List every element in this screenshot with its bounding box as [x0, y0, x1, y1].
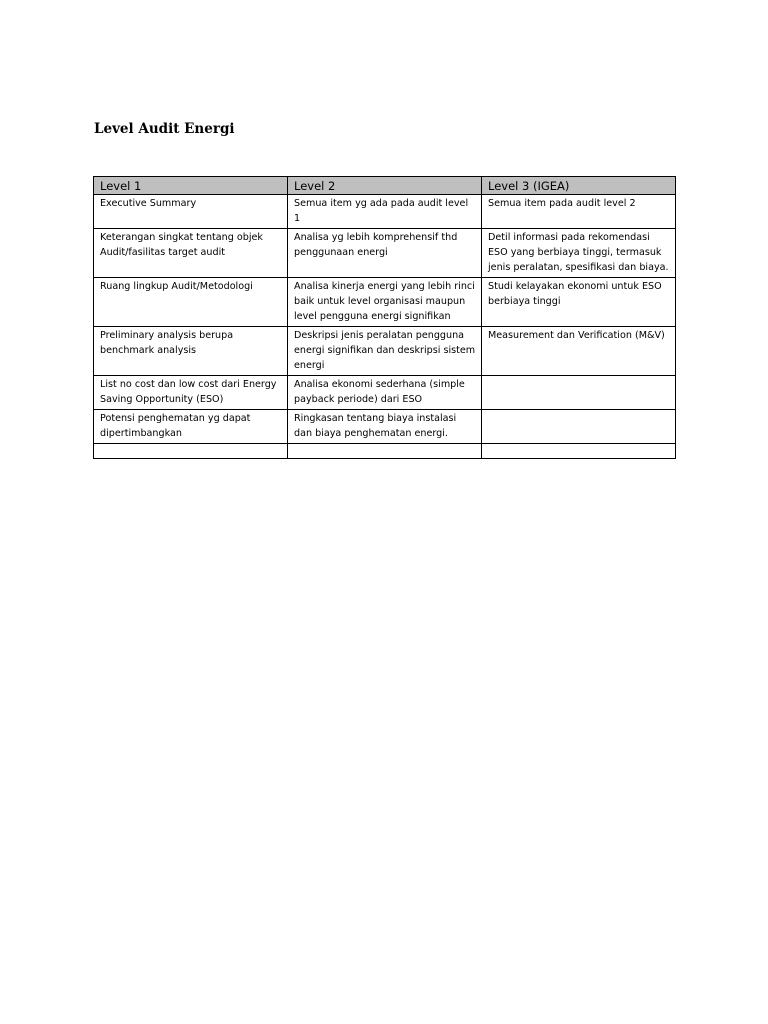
table-cell: Keterangan singkat tentang objek Audit/fasilitas target audit	[94, 229, 288, 278]
table-cell: Ruang lingkup Audit/Metodologi	[94, 278, 288, 327]
table-cell	[482, 376, 676, 410]
table-cell	[482, 444, 676, 459]
table-cell: List no cost dan low cost dari Energy Saving Opportunity (ESO)	[94, 376, 288, 410]
table-cell: Deskripsi jenis peralatan pengguna energi signifikan dan deskripsi sistem energi	[288, 327, 482, 376]
table-cell	[482, 410, 676, 444]
table-row	[94, 376, 676, 410]
table-cell: Analisa kinerja energi yang lebih rinci baik untuk level organisasi maupun level pengguna energi signifikan	[288, 278, 482, 327]
table-cell: Detil informasi pada rekomendasi ESO yang berbiaya tinggi, termasuk jenis peralatan, spesifikasi dan biaya.	[482, 229, 676, 278]
audit-level-table	[93, 176, 676, 459]
column-header-level-3: Level 3 (IGEA)	[482, 177, 676, 195]
table-cell: Semua item yg ada pada audit level 1	[288, 195, 482, 229]
table-header-row	[94, 177, 676, 195]
table-row	[94, 327, 676, 376]
column-header-level-1: Level 1	[94, 177, 288, 195]
table-row	[94, 229, 676, 278]
page-title: Level Audit Energi	[94, 121, 235, 137]
table-cell: Potensi penghematan yg dapat dipertimbangkan	[94, 410, 288, 444]
table-cell: Preliminary analysis berupa benchmark analysis	[94, 327, 288, 376]
table-cell: Measurement dan Verification (M&V)	[482, 327, 676, 376]
table-row-empty	[94, 444, 676, 459]
table-cell	[94, 444, 288, 459]
table-row	[94, 410, 676, 444]
table-row	[94, 278, 676, 327]
table-cell: Ringkasan tentang biaya instalasi dan biaya penghematan energi.	[288, 410, 482, 444]
column-header-level-2: Level 2	[288, 177, 482, 195]
table-cell: Studi kelayakan ekonomi untuk ESO berbiaya tinggi	[482, 278, 676, 327]
table-cell: Analisa ekonomi sederhana (simple payback periode) dari ESO	[288, 376, 482, 410]
table-cell: Analisa yg lebih komprehensif thd penggunaan energi	[288, 229, 482, 278]
table-cell: Semua item pada audit level 2	[482, 195, 676, 229]
table-cell	[288, 444, 482, 459]
table-cell: Executive Summary	[94, 195, 288, 229]
table-row	[94, 195, 676, 229]
